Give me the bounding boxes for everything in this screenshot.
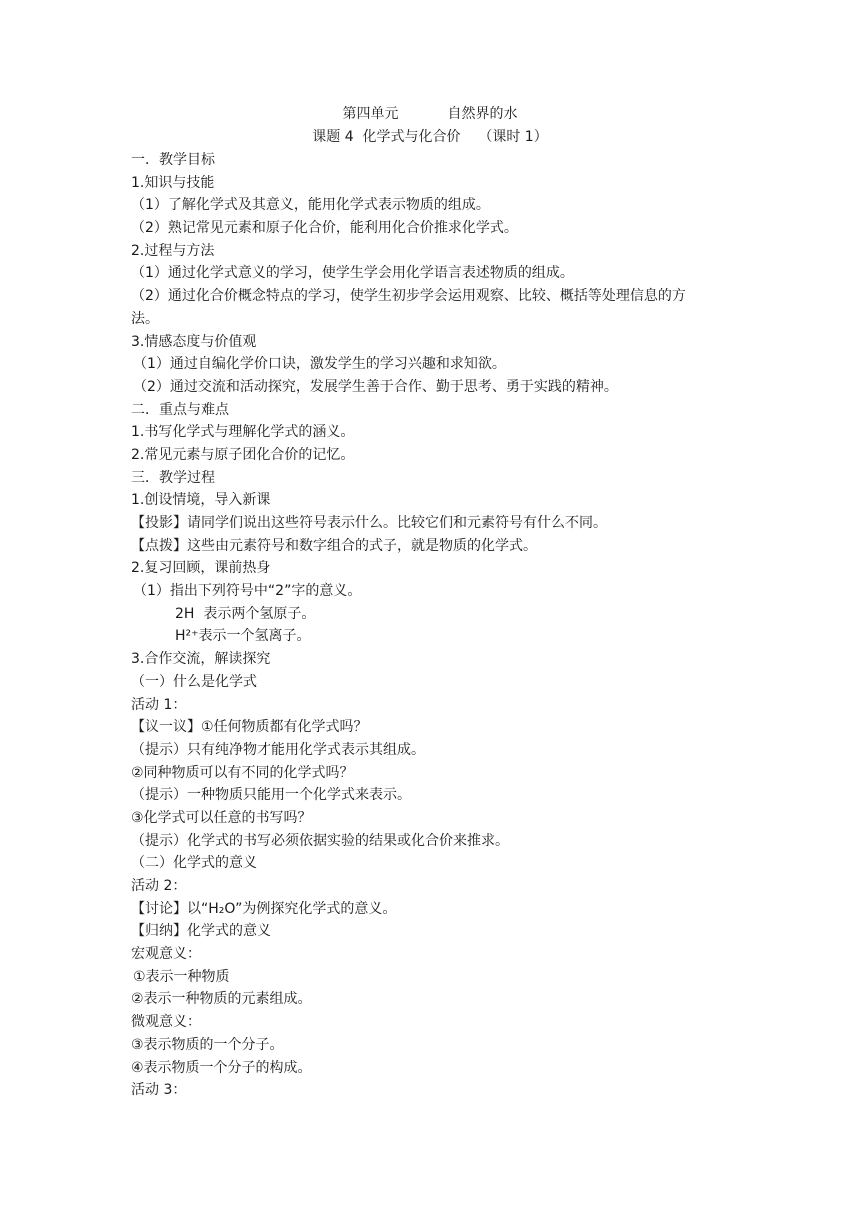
document-line: （一）什么是化学式 — [131, 673, 257, 690]
document-line: （二）化学式的意义 — [131, 855, 257, 872]
document-line: 【点拨】这些由元素符号和数字组合的式子，就是物质的化学式。 — [131, 537, 537, 554]
unit-title: 第四单元 自然界的水 — [342, 106, 518, 122]
lesson-title: 课题 4 化学式与化合价 （课时 1） — [312, 129, 548, 145]
document-line: （1）通过化学式意义的学习，使学生学会用化学语言表述物质的组成。 — [131, 265, 574, 282]
document-line: （提示）只有纯净物才能用化学式表示其组成。 — [131, 741, 425, 758]
document-line: H²⁺表示一个氢离子。 — [175, 628, 311, 645]
document-line: 【归纳】化学式的意义 — [131, 923, 271, 940]
document-line: 活动 1： — [131, 696, 187, 713]
document-line: （2）熟记常见元素和原子化合价，能利用化合价推求化学式。 — [131, 220, 518, 237]
document-line: 1.知识与技能 — [131, 174, 215, 191]
document-line: （2）通过化合价概念特点的学习，使学生初步学会运用观察、比较、概括等处理信息的方 — [131, 288, 686, 305]
document-line: ②同种物质可以有不同的化学式吗？ — [131, 764, 354, 781]
document-line: ④表示物质一个分子的构成。 — [131, 1059, 312, 1076]
document-line: 2.常见元素与原子团化合价的记忆。 — [131, 446, 355, 463]
document-line: 活动 3： — [131, 1082, 187, 1099]
document-line: ①表示一种物质 — [133, 968, 230, 985]
document-line: 一．教学目标 — [131, 152, 215, 168]
document-line: 【议一议】①任何物质都有化学式吗？ — [131, 719, 368, 736]
document-line: 1.书写化学式与理解化学式的涵义。 — [131, 424, 355, 441]
document-line: ②表示一种物质的元素组成。 — [131, 991, 312, 1008]
document-body — [131, 149, 751, 1102]
document-line: 2.过程与方法 — [131, 242, 215, 259]
document-line: （1）了解化学式及其意义，能用化学式表示物质的组成。 — [131, 197, 490, 214]
document-line: （2）通过交流和活动探究，发展学生善于合作、勤于思考、勇于实践的精神。 — [133, 378, 618, 395]
document-line: （提示）一种物质只能用一个化学式来表示。 — [131, 787, 411, 804]
document-line: 3.情感态度与价值观 — [131, 333, 257, 350]
document-line: （1）指出下列符号中“2”字的意义。 — [133, 583, 362, 600]
document-line: 活动 2： — [131, 878, 187, 894]
document-line: 三．教学过程 — [131, 469, 215, 486]
document-line: （1）通过自编化学价口诀，激发学生的学习兴趣和求知欲。 — [133, 356, 506, 373]
document-line: 2.复习回顾，课前热身 — [131, 560, 271, 577]
document-line: 宏观意义： — [131, 946, 201, 963]
document-line: 微观意义： — [131, 1014, 201, 1031]
document-line: 二．重点与难点 — [131, 401, 229, 418]
document-line: （提示）化学式的书写必须依据实验的结果或化合价来推求。 — [131, 832, 509, 849]
document-line: ③表示物质的一个分子。 — [131, 1036, 284, 1053]
document-line: ③化学式可以任意的书写吗？ — [131, 809, 312, 826]
document-line: 3.合作交流，解读探究 — [131, 651, 271, 668]
document-line: 【讨论】以“H₂O”为例探究化学式的意义。 — [131, 900, 397, 917]
document-line: 1.创设情境，导入新课 — [131, 492, 271, 509]
document-line: 法。 — [131, 310, 159, 327]
document-line: 2H 表示两个氢原子。 — [175, 605, 316, 622]
document-line: 【投影】请同学们说出这些符号表示什么。比较它们和元素符号有什么不同。 — [131, 515, 607, 531]
